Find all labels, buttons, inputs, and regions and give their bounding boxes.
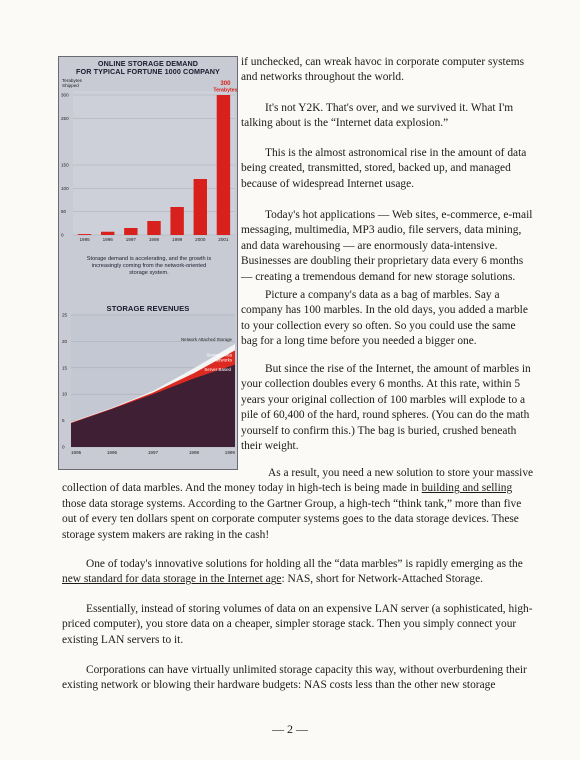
paragraph-10: Corporations can have virtually unlimited storage capacity this way, without overburdening their existing network or blowing their hardware budgets: NAS costs less than the other new storage bbox=[62, 664, 527, 692]
revenue-x-tick: 1996 bbox=[106, 450, 118, 455]
revenue-y-tick: 20 bbox=[62, 338, 68, 344]
demand-y-label: Terabytes Shipped bbox=[62, 78, 82, 88]
paragraph-2: It's not Y2K. That's over, and we survived it. What I'm talking about is the “Internet data explosion.” bbox=[241, 102, 514, 130]
paragraph-3: This is the almost astronomical rise in the amount of data being created, transmitted, stored, backed up, and managed because of widespread Internet usage. bbox=[241, 147, 527, 190]
paragraph-7-underlined: building and selling bbox=[421, 482, 513, 495]
demand-chart-subtitle: FOR TYPICAL FORTUNE 1000 COMPANY bbox=[76, 67, 220, 76]
revenue-label-nas: Network Attached Storage bbox=[180, 337, 232, 343]
revenue-y-tick: 0 bbox=[62, 444, 65, 450]
revenue-y-tick: 25 bbox=[62, 312, 68, 318]
demand-annotation-unit: Terabytes bbox=[213, 87, 237, 94]
revenue-chart-title: STORAGE REVENUES bbox=[106, 304, 190, 313]
paragraph-6: But since the rise of the Internet, the amount of marbles in your collection doubles every 6 months. At this rate, within 5 years your original collection of 100 marbles will explode to a pile of 60,400 of the hard, round spheres. (You can do the math yourself to confirm this.) The bag is buried, crushed beneath their weight. bbox=[241, 363, 531, 453]
paragraph-4: Today's hot applications — Web sites, e-commerce, e-mail messaging, multimedia, MP3 audio, file servers, data mining, and data warehousing — are enormously data-intensive. Businesses are doubling their proprietary data every 6 months — creating a tremendous demand for new storage solutions. bbox=[241, 209, 533, 283]
paragraph-5: Picture a company's data as a bag of marbles. Say a company has 100 marbles. In the old days, you added a marble to your collection every so often. So you could use the same bag for a long time before you needed a bigger one. bbox=[241, 289, 528, 348]
demand-x-tick: 1997 bbox=[125, 237, 136, 242]
demand-y-tick: 50 bbox=[61, 209, 67, 215]
demand-x-tick: 2001 bbox=[218, 237, 229, 242]
page-number: — 2 — bbox=[272, 722, 308, 736]
revenue-label-server: Server Based bbox=[204, 366, 231, 372]
revenue-label-san-line2: Networks bbox=[213, 357, 232, 363]
demand-y-tick: 150 bbox=[61, 162, 69, 168]
demand-x-tick: 1995 bbox=[79, 237, 90, 242]
paragraph-1: if unchecked, can wreak havoc in corporate computer systems and networks throughout the world. bbox=[241, 56, 525, 84]
demand-chart-title: ONLINE STORAGE DEMAND bbox=[97, 59, 199, 68]
revenue-y-tick: 15 bbox=[62, 365, 68, 371]
revenue-x-tick: 1999 bbox=[224, 450, 235, 455]
revenue-x-tick: 1998 bbox=[188, 450, 200, 455]
demand-x-tick: 2000 bbox=[195, 237, 206, 242]
revenue-label-san-line1: Storage Area bbox=[206, 352, 232, 358]
paragraph-8 bbox=[62, 557, 534, 588]
demand-y-tick: 100 bbox=[61, 185, 69, 191]
demand-x-tick: 1996 bbox=[102, 237, 113, 242]
demand-chart-note: Storage demand is accelerating, and the growth is increasingly coming from the network-oriented storage system. bbox=[86, 256, 212, 276]
paragraph-8-underlined: new standard for data storage in the Internet age bbox=[62, 573, 282, 586]
revenue-x-tick: 1995 bbox=[71, 450, 82, 455]
demand-x-tick: 1999 bbox=[172, 237, 183, 242]
paragraph-9: Essentially, instead of storing volumes of data on an expensive LAN server (a sophisticated, high-priced computer), you store data on a cheaper, simpler storage stack. Then you simply connect your existing LAN servers to it. bbox=[62, 603, 533, 646]
paragraph-8-text-a: One of today's innovative solutions for holding all the “data marbles” is rapidly emerging as the bbox=[86, 558, 523, 570]
demand-y-tick: 250 bbox=[61, 115, 69, 121]
revenue-x-tick: 1997 bbox=[147, 450, 159, 455]
paragraph-7 bbox=[62, 466, 534, 543]
demand-annotation-value: 300 bbox=[220, 81, 231, 87]
paragraph-8-text-b: : NAS, short for Network-Attached Storage. bbox=[281, 573, 484, 586]
demand-x-tick: 1998 bbox=[148, 237, 160, 242]
storage-figure bbox=[58, 56, 238, 470]
revenue-y-tick: 10 bbox=[62, 391, 68, 397]
revenue-y-tick: 5 bbox=[62, 418, 65, 424]
demand-y-tick: 0 bbox=[61, 232, 64, 238]
demand-y-tick: 300 bbox=[61, 92, 69, 98]
revenue-chart bbox=[59, 57, 237, 469]
paragraph-7-text-a: As a result, you need a new solution to store your massive collection of data marbles. And the money today in high-tech is being made in bbox=[62, 467, 534, 495]
paragraph-7-text-b: those data storage systems. According to the Gartner Group, a high-tech “think tank,” more than five out of every ten dollars spent on corporate computer systems goes to the data storage devices. These storage system makers are raking in the cash! bbox=[62, 497, 522, 541]
